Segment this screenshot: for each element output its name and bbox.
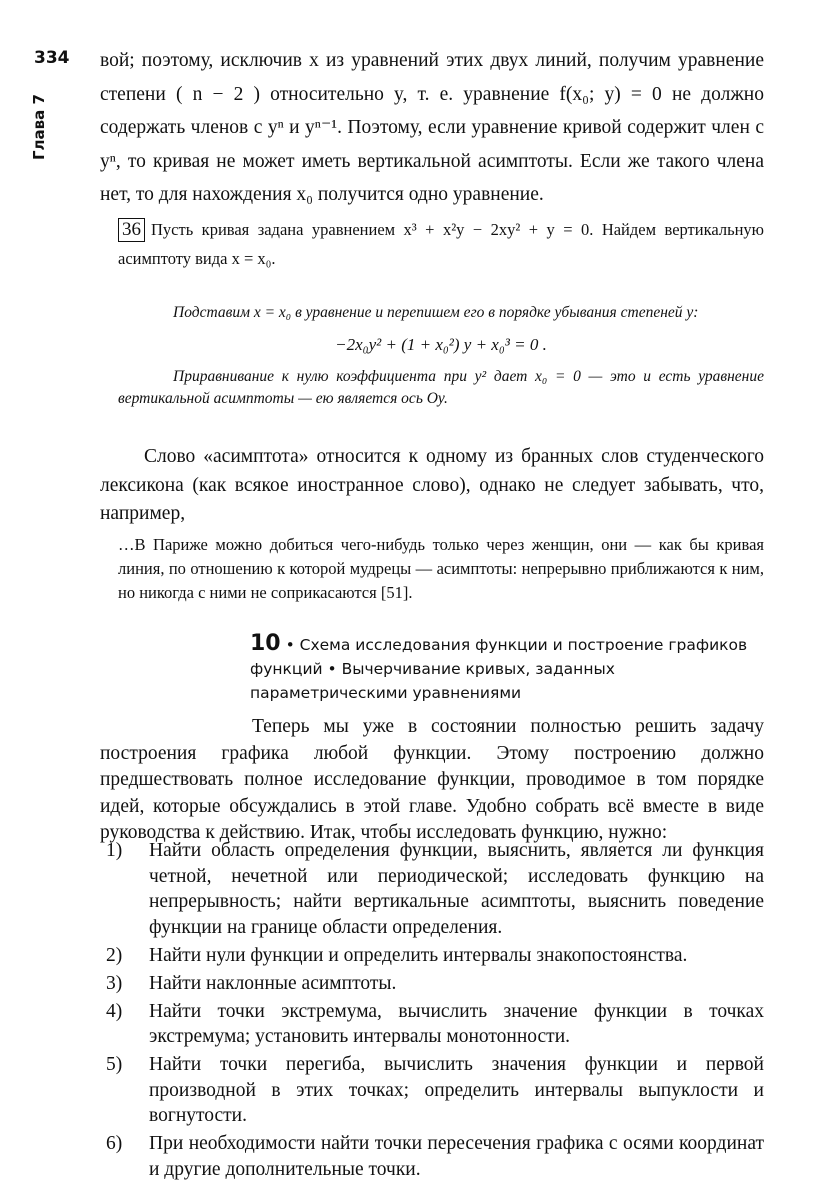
- section-heading: [250, 632, 764, 705]
- list-item: [100, 971, 764, 997]
- asymptote-paragraph: [100, 443, 764, 529]
- step-text: Найти нули функции и определить интервалы знакопостоянства.: [149, 944, 688, 966]
- solution-intro: Подставим x = x₀ в уравнение и перепишем его в порядке убывания степеней y:: [173, 304, 699, 321]
- step-text: Найти область определения функции, выяснить, является ли функция четной, нечетной или периодической; исследовать функцию на непрерывность; найти вертикальные асимптоты, выяснить поведение функции на границе области определения.: [149, 840, 764, 938]
- step-text: Найти точки перегиба, вычислить значения функции и первой производной в этих точках; определить интервалы выпуклости и вогнутости.: [149, 1054, 764, 1126]
- example-text: Пусть кривая задана уравнением x³ + x²y − 2xy² + y = 0. Найдем вертикальную асимптоту вида x = x₀.: [118, 220, 764, 268]
- asymptote-paragraph-text: Слово «асимптота» относится к одному из бранных слов студенческого лексикона (как всякое иностранное слово), однако не следует забывать, что, например,: [100, 446, 764, 524]
- solution-outro: Приравнивание к нулю коэффициента при y² дает x₀ = 0 — это и есть уравнение вертикальной асимптоты — ею является ось Oy.: [118, 368, 764, 407]
- step-number: 3): [106, 972, 123, 994]
- section-intro-text: Теперь мы уже в состоянии полностью решить задачу построения графика любой функции. Этому построению должно предшествовать полное исследование функции, проводимое в том порядке идей, которые обсуждались в этой главе. Удобно собрать всё вместе в виде руководства к действию. Итак, чтобы исследовать функцию, нужно:: [100, 716, 764, 843]
- step-number: 4): [106, 1000, 123, 1022]
- step-text: При необходимости найти точки пересечения графика с осями координат и другие дополнительные точки.: [149, 1133, 764, 1180]
- section-title: • Схема исследования функции и построение графиков функций • Вычерчивание кривых, заданных параметрическими уравнениями: [250, 636, 748, 702]
- step-text: Найти точки экстремума, вычислить значение функции в точках экстремума; установить интервалы монотонности.: [149, 1000, 764, 1047]
- step-number: 6): [106, 1133, 123, 1154]
- main-paragraph-text: вой; поэтому, исключив x из уравнений этих двух линий, получим уравнение степени ( n − 2 ) относительно y, т. е. уравнение f(x₀; y) = 0 не должно содержать членов с yⁿ и yⁿ⁻¹. Поэтому, если уравнение кривой содержит член с yⁿ, то кривая не может иметь вертикальной асимптоты. Если же такого члена нет, то для нахождения x₀ получится одно уравнение.: [100, 50, 764, 205]
- step-text: Найти наклонные асимптоты.: [149, 972, 397, 994]
- list-item: [100, 943, 764, 969]
- steps-list: [100, 838, 764, 1185]
- step-number: 1): [106, 840, 123, 861]
- page-number: 334: [34, 48, 70, 68]
- main-paragraph: [100, 44, 764, 212]
- section-intro: [100, 714, 764, 847]
- example-number: 36: [118, 218, 145, 242]
- quote: …В Париже можно добиться чего-нибудь только через женщин, они — как бы кривая линия, по отношению к которой мудрецы — асимптоты: непрерывно приближаются к ним, но никогда с ними не соприкасаются [51].: [118, 535, 764, 602]
- section-number: 10: [250, 631, 281, 656]
- step-number: 5): [106, 1054, 123, 1075]
- list-item: [100, 1052, 764, 1129]
- chapter-label: Глава 7: [30, 94, 48, 160]
- list-item: [100, 1131, 764, 1182]
- list-item: [100, 999, 764, 1050]
- solution-block: [118, 302, 764, 410]
- step-number: 2): [106, 944, 123, 966]
- example-block: [118, 215, 764, 273]
- solution-equation: −2x₀y² + (1 + x₀²) y + x₀³ = 0 .: [335, 335, 547, 354]
- list-item: [100, 838, 764, 940]
